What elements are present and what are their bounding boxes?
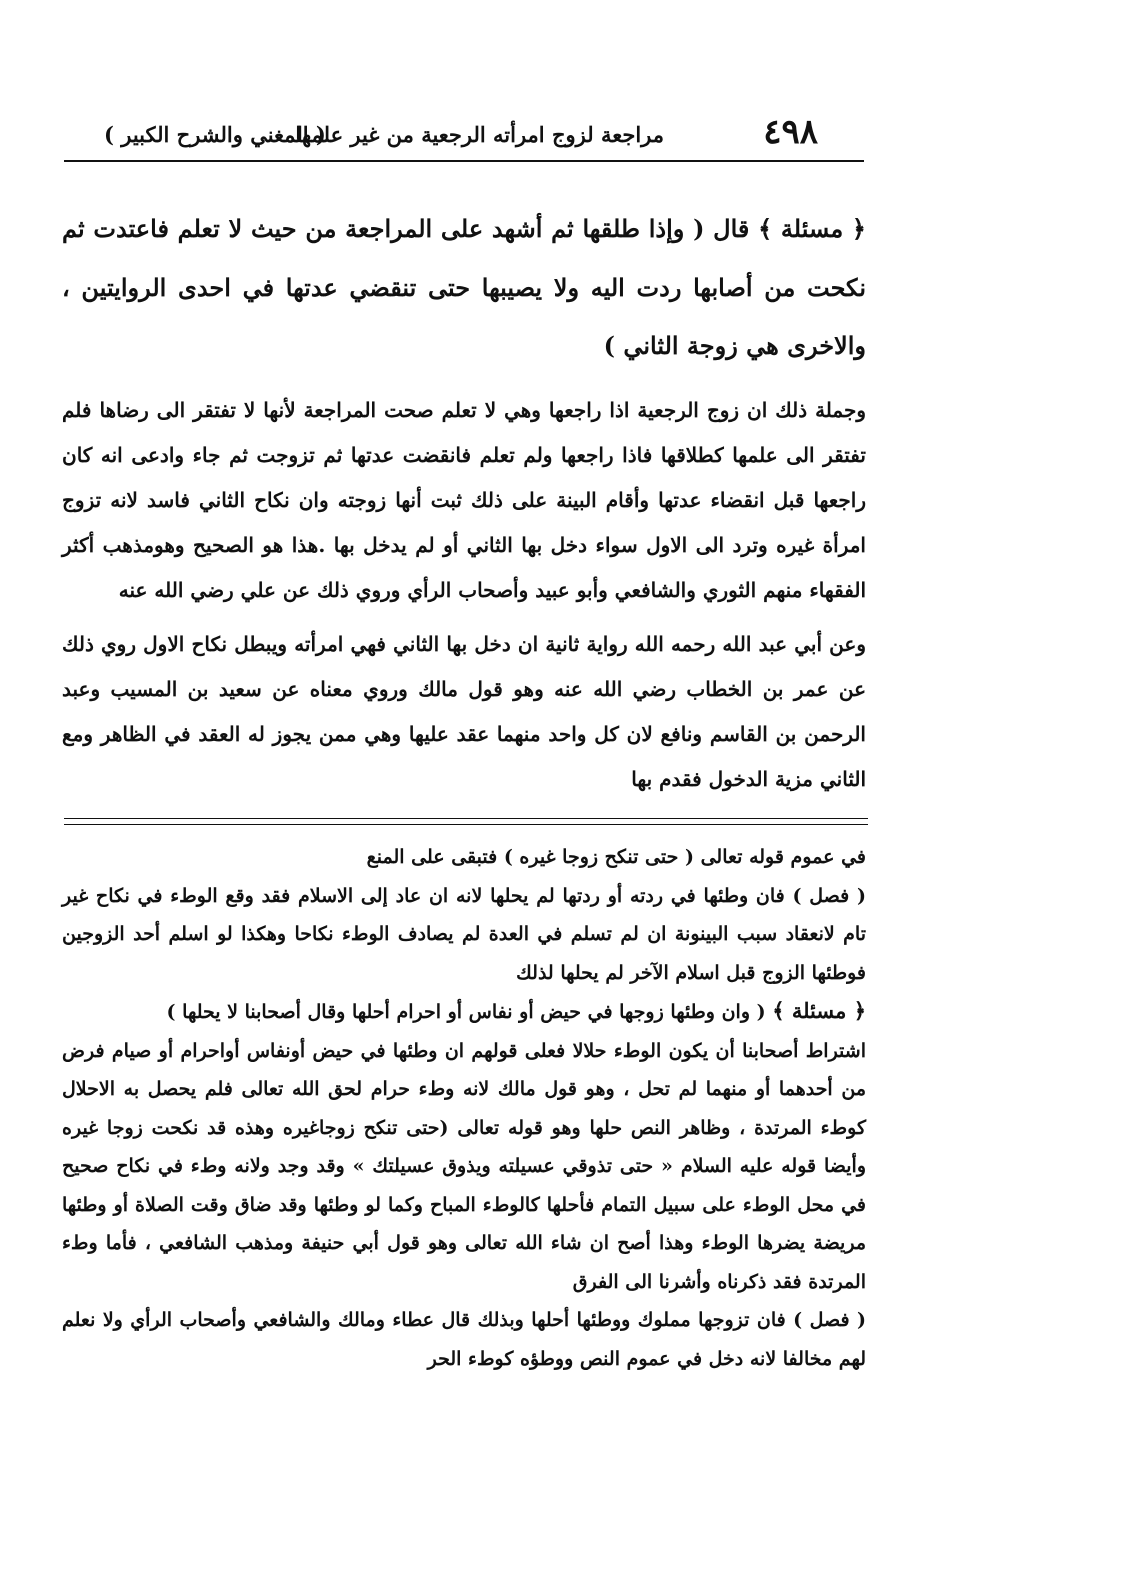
commentary-paragraph: وعن أبي عبد الله رحمه الله رواية ثانية ان دخل بها الثاني فهي امرأته ويبطل نكاح الاول روي ذلك عن عمر بن الخطاب رضي الله عنه وهو قول مالك وروي معناه عن سعيد بن المسيب وعبد الرحمن بن القاسم ونافع لان كل واحد منهما عقد عليها وهي ممن يجوز له العقد في الظاهر ومع الثاني مزية الدخول فقدم بها xyxy=(62,631,866,791)
sharh-text xyxy=(62,838,866,1378)
book-title: ( المغني والشرح الكبير ) xyxy=(104,122,326,147)
main-text xyxy=(62,200,866,802)
header-rule xyxy=(64,160,864,162)
masala-statement: ﴿ مسئلة ﴾ قال ( وإذا طلقها ثم أشهد على المراجعة من حيث لا تعلم فاعتدت ثم نكحت من أصابها ردت اليه ولا يصيبها حتى تنقضي عدتها في احدى الروايتين ، والاخرى هي زوجة الثاني ) xyxy=(62,214,866,360)
running-title: مراجعة لزوج امرأته الرجعية من غير علمها xyxy=(295,122,664,147)
section-divider xyxy=(64,818,868,819)
page-number: ٤٩٨ xyxy=(763,112,818,152)
commentary-paragraph: وجملة ذلك ان زوج الرجعية اذا راجعها وهي لا تعلم صحت المراجعة لأنها لا تفتقر الى رضاها فلم تفتقر الى علمها كطلاقها فاذا راجعها ولم تعلم فانقضت عدتها ثم تزوجت ثم جاء وادعى انه كان راجعها قبل انقضاء عدتها وأقام البينة على ذلك ثبت أنها زوجته وان نكاح الثاني فاسد لانه تزوج امرأة غيره وترد الى الاول سواء دخل بها الثاني أو لم يدخل بها .هذا هو الصحيح وهومذهب أكثر الفقهاء منهم الثوري والشافعي وأبو عبيد وأصحاب الرأي وروي ذلك عن علي رضي الله عنه xyxy=(62,397,866,602)
continuation-line: في عموم قوله تعالى ( حتى تنكح زوجا غيره ) فتبقى على المنع xyxy=(366,846,866,868)
commentary-paragraph: اشتراط أصحابنا أن يكون الوطء حلالا فعلى قولهم ان وطئها في حيض أونفاس أواحرام أو صيام فرض من أحدهما أو منهما لم تحل ، وهو قول مالك لانه وطء حرام لحق الله تعالى فلم يحصل به الاحلال كوطء المرتدة ، وظاهر النص حلها وهو قوله تعالى (حتى تنكح زوجاغيره وهذه قد نكحت زوجا غيره وأيضا قوله عليه السلام « حتى تذوقي عسيلته ويذوق عسيلتك » وقد وجد ولانه وطء في نكاح صحيح في محل الوطء على سبيل التمام فأحلها كالوطء المباح وكما لو وطئها وقد ضاق وقت الصلاة أو وطئها مريضة يضرها الوطء وهذا أصح ان شاء الله تعالى وهو قول أبي حنيفة ومذهب الشافعي ، فأما وطء المرتدة فقد ذكرناه وأشرنا الى الفرق xyxy=(62,1039,866,1293)
masala-mark: ﴿ مسئلة ﴾ xyxy=(772,998,866,1023)
masala-text: ( وان وطئها زوجها في حيض أو نفاس أو احرام أحلها وقال أصحابنا لا يحلها ) xyxy=(166,1001,766,1023)
section-divider xyxy=(64,824,868,825)
masala-statement xyxy=(62,992,866,1032)
fasl-paragraph: ( فصل ) فان تزوجها مملوك ووطئها أحلها وبذلك قال عطاء ومالك والشافعي وأصحاب الرأي ولا نعلم لهم مخالفا لانه دخل في عموم النص ووطؤه كوطء الحر xyxy=(62,1309,866,1370)
fasl-paragraph: ( فصل ) فان وطئها في ردته أو ردتها لم يحلها لانه ان عاد إلى الاسلام فقد وقع الوطء في نكاح غير تام لانعقاد سبب البينونة ان لم تسلم في العدة لم يصادف الوطء نكاحا وهكذا لو اسلم أحد الزوجين فوطئها الزوج قبل اسلام الآخر لم يحلها لذلك xyxy=(62,884,866,984)
page-header xyxy=(64,112,864,156)
